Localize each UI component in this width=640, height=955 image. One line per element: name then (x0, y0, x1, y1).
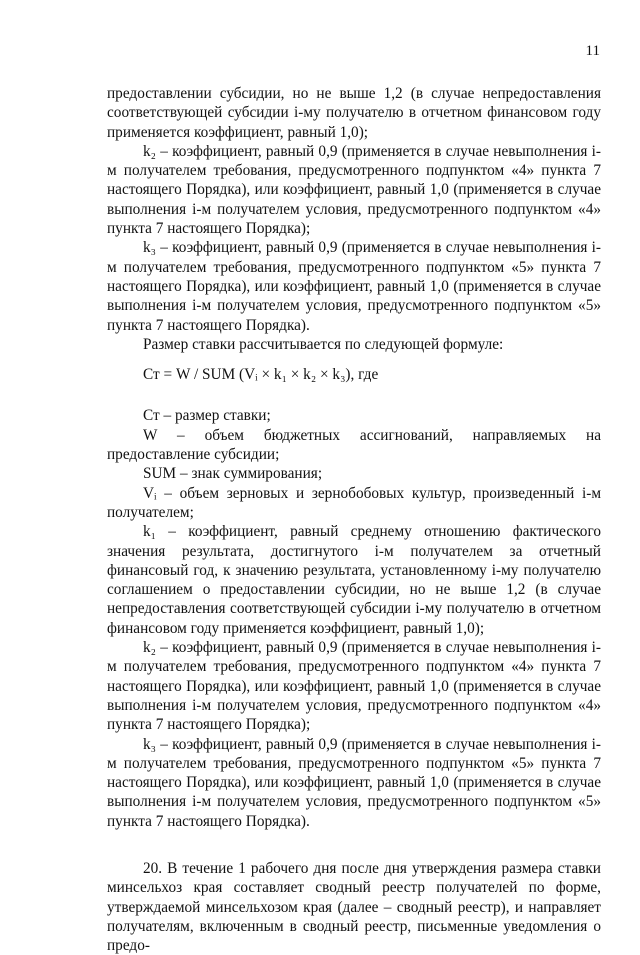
paragraph-w-definition: W – объем бюджетных ассигнований, направляемых на предоставление субсидии; (107, 426, 601, 464)
paragraph-k3-definition: k₃ – коэффициент, равный 0,9 (применяется в случае невыполнения i-м получателем требования, предусмотренного подпунктом «5» пункта 7 настоящего Порядка), или коэффициент, равный 1,0 (применяется в случае выполнения i-м получателем условия, предусмотренного подпунктом «5» пункта 7 настоящего Порядка). (107, 239, 601, 334)
paragraph-section-20: 20. В течение 1 рабочего дня после дня утверждения размера ставки минсельхоз края составляет сводный реестр получателей по форме, утверждаемой минсельхозом края (далее – сводный реестр), и направляет получателям, включенным в сводный реестр, письменные уведомления о предо- (107, 859, 601, 955)
paragraph-k3-definition-repeat: k₃ – коэффициент, равный 0,9 (применяется в случае невыполнения i-м получателем требования, предусмотренного подпунктом «5» пункта 7 настоящего Порядка), или коэффициент, равный 1,0 (применяется в случае выполнения i-м получателем условия, предусмотренного подпунктом «5» пункта 7 настоящего Порядка). (107, 735, 601, 830)
paragraph-sum-definition: SUM – знак суммирования; (143, 465, 323, 483)
paragraph-k2-definition-repeat: k₂ – коэффициент, равный 0,9 (применяется в случае невыполнения i-м получателем требования, предусмотренного подпунктом «4» пункта 7 настоящего Порядка), или коэффициент, равный 1,0 (применяется в случае выполнения i-м получателем условия, предусмотренного подпунктом «4» пункта 7 настоящего Порядка); (107, 639, 601, 734)
page-number: 11 (585, 43, 600, 59)
paragraph-ct-definition: Ст – размер ставки; (143, 407, 271, 425)
paragraph-formula-intro: Размер ставки рассчитывается по следующей формуле: (143, 335, 504, 353)
paragraph-k1-definition: k₁ – коэффициент, равный среднему отношению фактического значения результата, достигнутого i-м получателем за отчетный финансовый год, к значению результата, установленному i-му получателю соглашением о предоставлении субсидии, но не выше 1,2 (в случае непредоставления соответствующей субсидии i-му получателю в отчетном финансовом году применяется коэффициент, равный 1,0); (107, 523, 601, 637)
document-body (107, 84, 601, 955)
paragraph-k2-definition: k₂ – коэффициент, равный 0,9 (применяется в случае невыполнения i-м получателем требования, предусмотренного подпунктом «4» пункта 7 настоящего Порядка), или коэффициент, равный 1,0 (применяется в случае выполнения i-м получателем условия, предусмотренного подпунктом «4» пункта 7 настоящего Порядка); (107, 142, 601, 238)
paragraph-continuation: предоставлении субсидии, но не выше 1,2 (в случае непредоставления соответствующей субсидии i-му получателю в отчетном финансовом году применяется коэффициент, равный 1,0); (107, 85, 601, 141)
paragraph-vi-definition: Vᵢ – объем зерновых и зернобобовых культур, произведенный i-м получателем; (107, 484, 601, 521)
formula: Ст = W / SUM (Vᵢ × k₁ × k₂ × k₃), где (143, 366, 379, 384)
